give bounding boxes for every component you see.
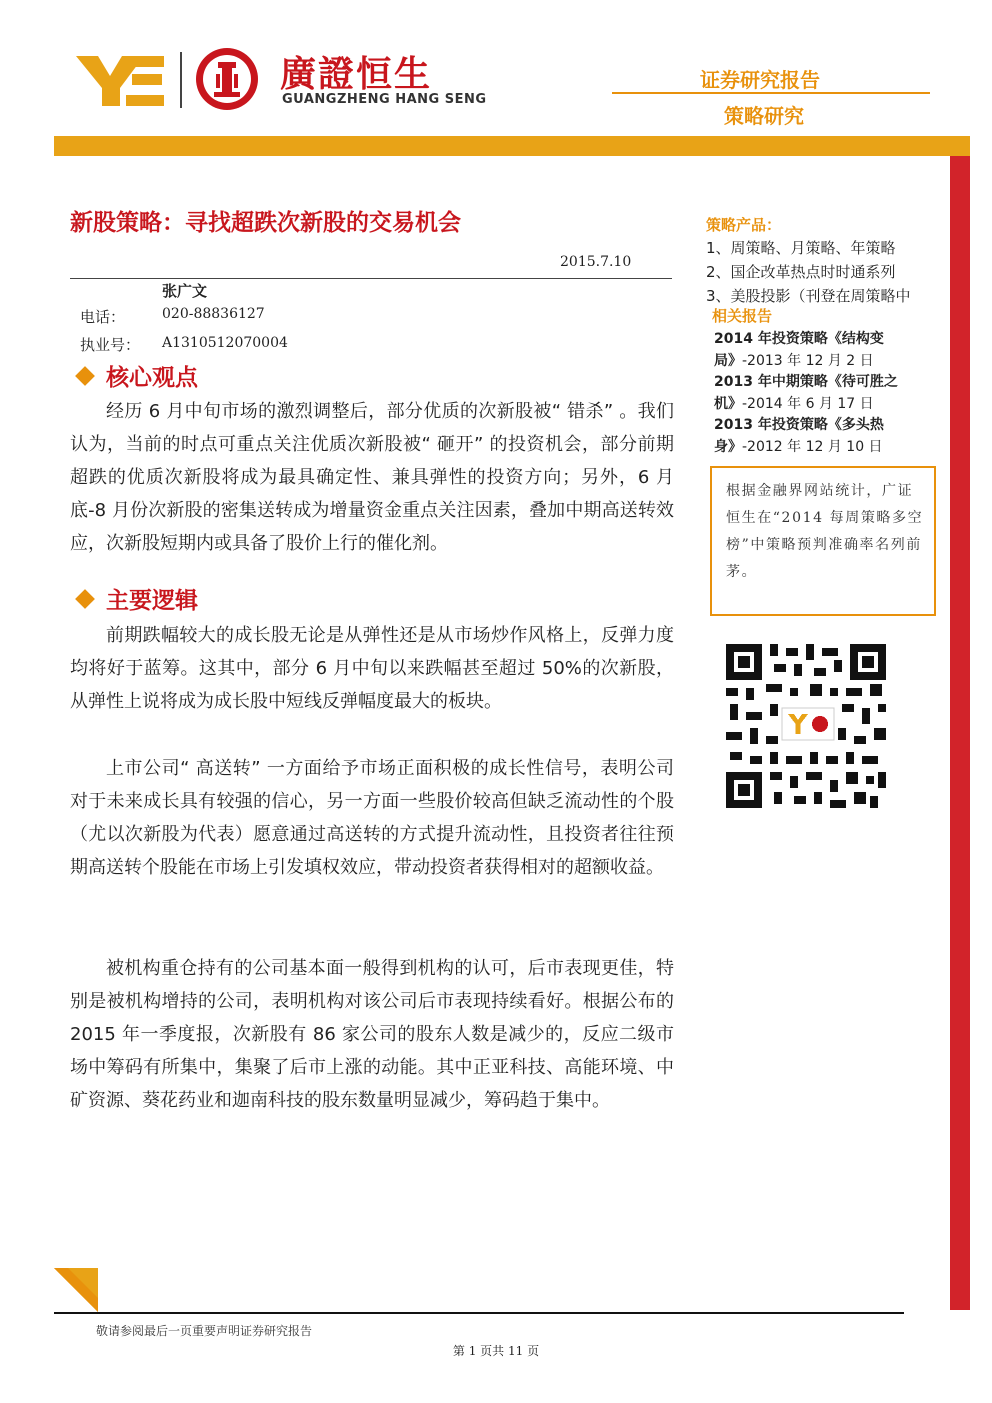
paragraph: 上市公司“ 高送转” 一方面给予市场正面积极的成长性信号，表明公司对于未来成长具有较强的信心，另一方面一些股价较高但缺乏流动性的个股（尤以次新股为代表）愿意通过高送转的方式提升流动性，且投资者往往预期高送转个股能在市场上引发填权效应，带动投资者获得相对的超额收益。 <box>70 758 674 878</box>
brand-name-cn: 廣證恒生 <box>280 54 433 95</box>
footer-rule <box>54 1312 904 1314</box>
seal-logo-icon <box>194 46 260 112</box>
report-title: 新股策略：寻找超跌次新股的交易机会 <box>70 210 461 236</box>
report-category: 策略研究 <box>724 104 804 128</box>
footer-disclaimer: 敬请参阅最后一页重要声明证券研究报告 <box>96 1324 313 1338</box>
qr-code-icon <box>722 640 890 812</box>
notice-text: 根据金融界网站统计，广证恒生在“2014 每周策略多空榜”中策略预判准确率名列前茅。 <box>726 483 924 580</box>
license-value: A1310512070004 <box>162 335 288 351</box>
phone-label: 电话： <box>80 308 126 326</box>
related-report <box>714 328 934 372</box>
author-name: 张广文 <box>162 282 208 300</box>
paragraph: 被机构重仓持有的公司基本面一般得到机构的认可，后市表现更佳，特别是被机构增持的公司，表明机构对该公司后市表现持续看好。根据公布的 2015 年一季度报，次新股有 86 家公司的股东人数是减少的，反应二级市场中筹码有所集中，集聚了后市上涨的动能。其中正亚科技、高能环境、中矿资源、葵花药业和迦南科技的股东数量明显减少，筹码趋于集中。 <box>70 958 674 1111</box>
related-report-date: -2013 年 12 月 2 日 <box>742 353 874 369</box>
related-report-date: -2012 年 12 月 10 日 <box>742 439 883 455</box>
corner-flag-icon <box>54 1268 98 1312</box>
section-heading-main-logic <box>74 582 198 615</box>
related-report-title: 2013 年中期策略《待可胜之机》 <box>714 374 898 412</box>
products-heading: 策略产品： <box>706 216 782 234</box>
product-item: 2、国企改革热点时时通系列 <box>706 263 896 281</box>
phone-value: 020-88836127 <box>162 306 265 322</box>
section-heading-core-view <box>74 359 198 392</box>
ye-logo-icon <box>76 52 166 108</box>
report-type-rule <box>612 92 930 94</box>
brand-name-en: GUANGZHENG HANG SENG <box>282 92 487 107</box>
diamond-bullet-icon <box>75 589 95 609</box>
logo-divider <box>180 52 182 108</box>
paragraph: 前期跌幅较大的成长股无论是从弹性还是从市场炒作风格上，反弹力度均将好于蓝筹。这其中，部分 6 月中旬以来跌幅甚至超过 50%的次新股，从弹性上说将成为成长股中短线反弹幅度最大的板块。 <box>70 625 674 712</box>
related-report <box>714 414 934 458</box>
related-report <box>714 371 934 415</box>
title-rule <box>70 278 672 279</box>
section-heading-text: 核心观点 <box>106 365 198 391</box>
diamond-bullet-icon <box>75 366 95 386</box>
report-date: 2015.7.10 <box>560 254 632 270</box>
paragraph: 经历 6 月中旬市场的激烈调整后，部分优质的次新股被“ 错杀” 。我们认为，当前的时点可重点关注优质次新股被“ 砸开” 的投资机会，部分前期超跌的优质次新股将成为最具确定性、兼具弹性的投资方向；另外，6 月底-8 月份次新股的密集送转成为增量资金重点关注因素，叠加中期高送转效应，次新股短期内或具备了股价上行的催化剂。 <box>70 401 674 554</box>
side-accent-bar <box>950 156 970 1310</box>
license-label: 执业号： <box>80 336 141 354</box>
page-number: 第 1 页共 11 页 <box>452 1344 540 1358</box>
related-reports-heading: 相关报告 <box>712 307 773 325</box>
header-band <box>54 136 970 156</box>
product-item: 3、美股投影（刊登在周策略中 <box>706 287 911 305</box>
section-heading-text: 主要逻辑 <box>106 588 198 614</box>
related-report-date: -2014 年 6 月 17 日 <box>742 396 874 412</box>
product-item: 1、周策略、月策略、年策略 <box>706 239 896 257</box>
report-type: 证券研究报告 <box>700 68 820 92</box>
related-report-title: 2014 年投资策略《结构变局》 <box>714 331 884 369</box>
related-report-title: 2013 年投资策略《多头热身》 <box>714 417 884 455</box>
